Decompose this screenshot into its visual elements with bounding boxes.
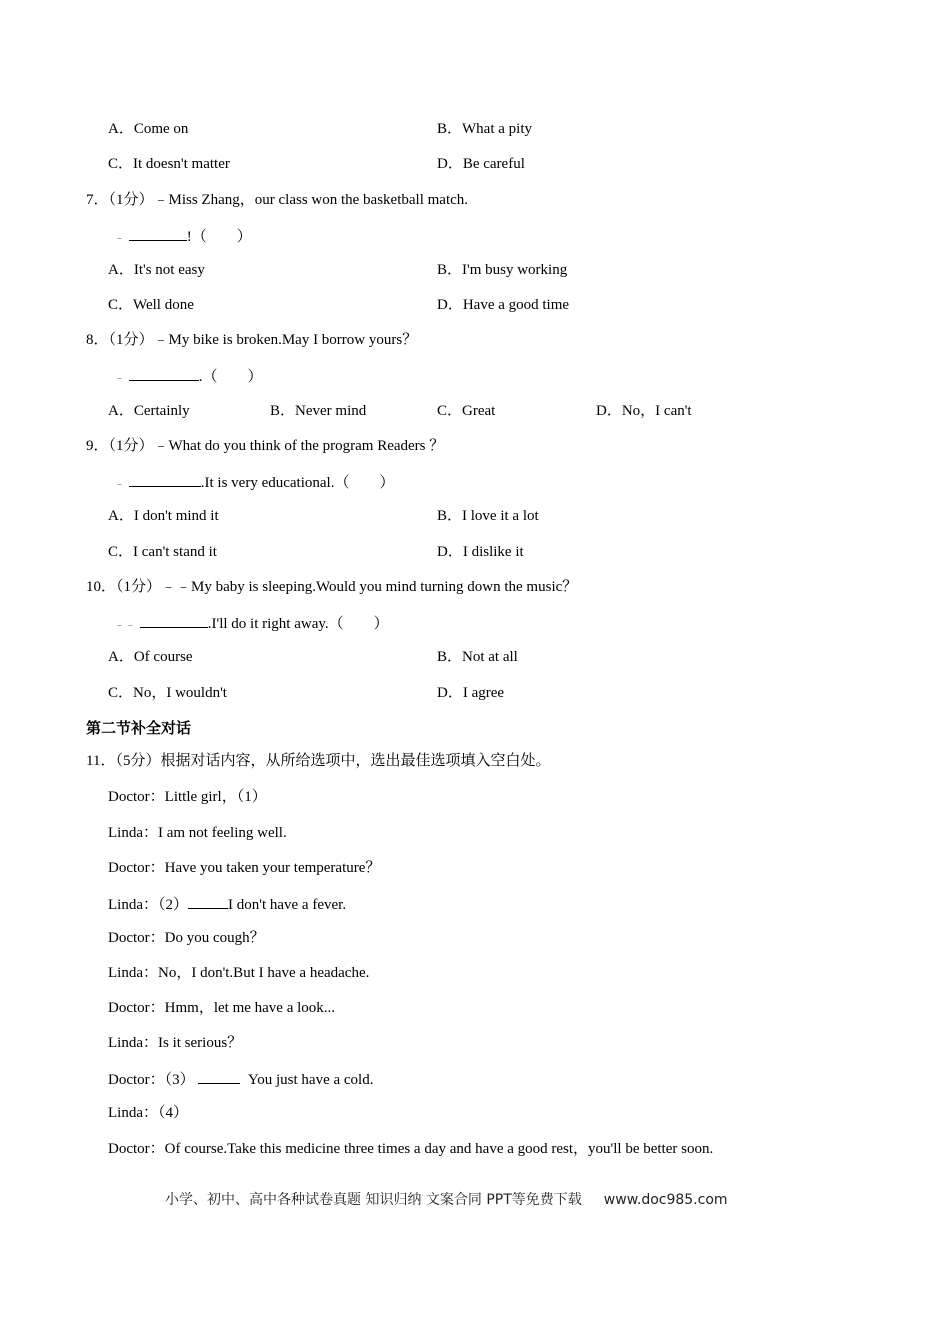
q7-stem: 7．（1分）﹣Miss Zhang，our class won the basketball match. — [86, 192, 469, 208]
q6-option-c: C．It doesn't matter — [108, 156, 230, 172]
dialogue-line-1: Doctor：Little girl，（1） — [108, 789, 267, 805]
q8-stem: 8．（1分）﹣My bike is broken.May I borrow yours？ — [86, 332, 418, 348]
q8-option-a: A．Certainly — [108, 403, 190, 419]
q8-reply-suffix: .（ ） — [198, 369, 263, 385]
dialogue-blank-3[interactable] — [198, 1068, 240, 1084]
section-2-title: 第二节补全对话 — [86, 719, 192, 737]
q8-option-c: C．Great — [437, 403, 496, 419]
q7-reply-suffix: !（ ） — [186, 229, 252, 245]
q10-option-c: C．No，I wouldn't — [108, 685, 227, 701]
q7-option-c: C．Well done — [108, 297, 194, 313]
q8-reply — [114, 365, 263, 388]
footer-text: 小学、初中、高中各种试卷真题 知识归纳 文案合同 PPT等免费下载 — [165, 1192, 582, 1208]
q9-answer-blank[interactable] — [129, 471, 201, 487]
q7-option-b: B．I'm busy working — [437, 262, 568, 278]
dialogue-line-5: Doctor：Do you cough？ — [108, 930, 265, 946]
q9-reply-suffix: .It is very educational.（ ） — [200, 475, 395, 491]
dialogue-line-11: Doctor：Of course.Take this medicine three times a day and have a good rest，you'll be better soon. — [108, 1141, 714, 1157]
q9-option-a: A．I don't mind it — [108, 508, 219, 524]
q7-reply-prefix: ﹣ — [114, 232, 125, 244]
q10-option-d: D．I agree — [437, 685, 505, 701]
q7-option-a: A．It's not easy — [108, 262, 205, 278]
q10-option-b: B．Not at all — [437, 649, 518, 665]
q8-option-d: D．No，I can't — [596, 403, 692, 419]
footer-site-link[interactable]: www.doc985.com — [603, 1192, 728, 1208]
q9-reply — [114, 471, 394, 494]
q7-option-d: D．Have a good time — [437, 297, 570, 313]
q10-option-a: A．Of course — [108, 649, 193, 665]
q8-reply-prefix: ﹣ — [114, 372, 125, 384]
dialogue-line-2: Linda：I am not feeling well. — [108, 825, 287, 841]
q10-answer-blank[interactable] — [140, 612, 208, 628]
dialogue-blank-2[interactable] — [188, 893, 228, 909]
q9-option-d: D．I dislike it — [437, 544, 524, 560]
dialogue-line-9-text: You just have a cold. — [247, 1072, 374, 1088]
dialogue-line-4-text: I don't have a fever. — [228, 897, 347, 913]
dialogue-line-3: Doctor：Have you taken your temperature？ — [108, 860, 381, 876]
page-footer — [165, 1190, 805, 1210]
q10-stem: 10．（1分）﹣﹣My baby is sleeping.Would you mind turning down the music？ — [86, 579, 578, 595]
q7-reply — [114, 225, 252, 248]
dialogue-line-9-speaker: Doctor：（3） — [108, 1072, 195, 1088]
q10-reply-suffix: .I'll do it right away.（ ） — [207, 616, 389, 632]
dialogue-line-4 — [108, 893, 346, 915]
q8-option-b: B．Never mind — [270, 403, 367, 419]
dialogue-line-4-speaker: Linda：（2） — [108, 897, 188, 913]
dialogue-line-8: Linda：Is it serious？ — [108, 1035, 243, 1051]
dialogue-line-10: Linda：（4） — [108, 1105, 188, 1121]
q9-option-b: B．I love it a lot — [437, 508, 539, 524]
q10-reply-prefix: ﹣﹣ — [114, 619, 136, 631]
dialogue-line-9 — [108, 1068, 373, 1090]
dialogue-line-7: Doctor：Hmm，let me have a look... — [108, 1000, 336, 1016]
q9-option-c: C．I can't stand it — [108, 544, 217, 560]
q11-stem: 11．（5分）根据对话内容，从所给选项中，选出最佳选项填入空白处。 — [86, 753, 551, 769]
q6-option-b: B．What a pity — [437, 121, 532, 137]
q9-reply-prefix: ﹣ — [114, 478, 125, 490]
dialogue-line-6: Linda：No，I don't.But I have a headache. — [108, 965, 370, 981]
q10-reply — [114, 612, 389, 635]
q6-option-a: A．Come on — [108, 121, 189, 137]
q7-answer-blank[interactable] — [129, 225, 187, 241]
q6-option-d: D．Be careful — [437, 156, 525, 172]
q8-answer-blank[interactable] — [129, 365, 199, 381]
q9-stem: 9．（1分）﹣What do you think of the program Readers ？ — [86, 438, 445, 454]
